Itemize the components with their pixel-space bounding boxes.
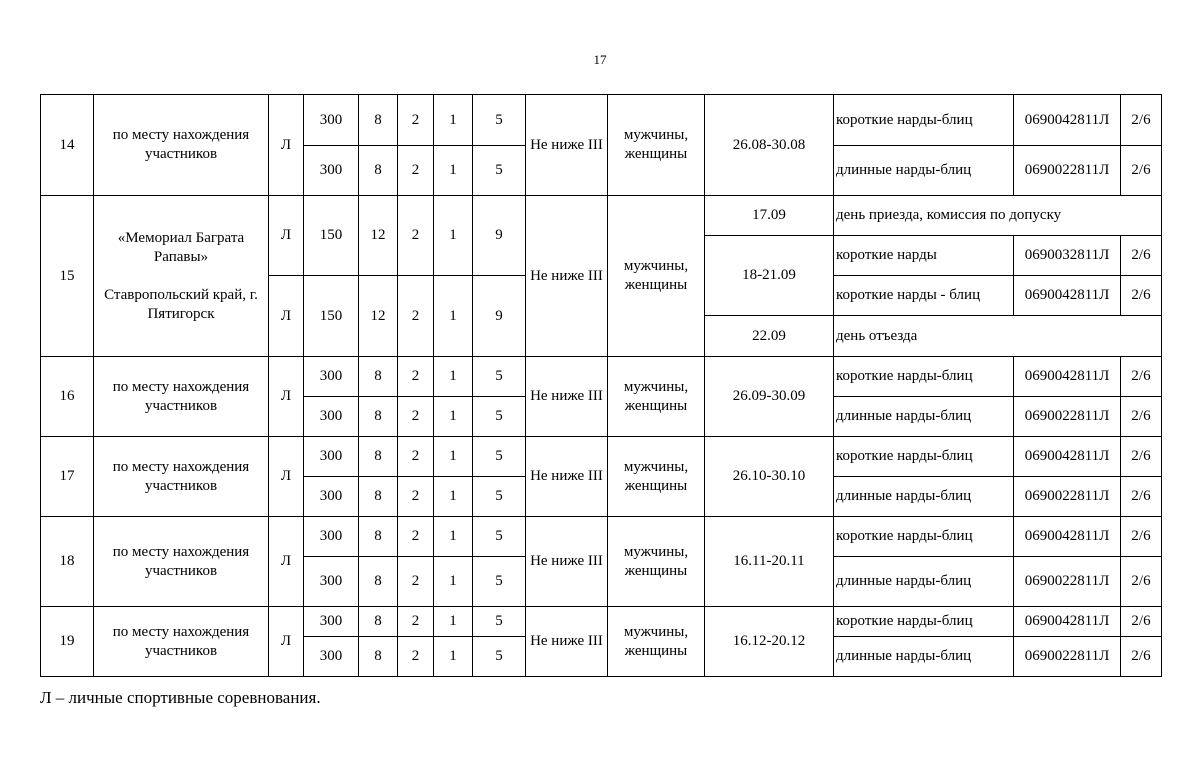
officials-count: 5: [473, 146, 526, 196]
arrival-note: день приезда, комиссия по допуску: [834, 196, 1162, 236]
judges-count: 2: [398, 607, 434, 637]
discipline-name: длинные нарды-блиц: [834, 557, 1014, 607]
judges-count: 2: [398, 477, 434, 517]
event-venue: по месту нахождения участников: [94, 357, 269, 437]
referees-count: 1: [434, 607, 473, 637]
officials-count: 5: [473, 517, 526, 557]
discipline-code: 0690022811Л: [1014, 477, 1121, 517]
event-dates: 26.10-30.10: [705, 437, 834, 517]
age-group: 2/6: [1121, 437, 1162, 477]
event-type: Л: [269, 276, 304, 357]
participants-count: 300: [304, 437, 359, 477]
event-type: Л: [269, 437, 304, 517]
event-title: «Мемориал Баграта Рапавы»: [117, 229, 245, 265]
judges-count: 2: [398, 95, 434, 146]
officials-count: 9: [473, 196, 526, 276]
discipline-code: 0690042811Л: [1014, 357, 1121, 397]
judges-count: 2: [398, 276, 434, 357]
event-number: 19: [41, 607, 94, 677]
rounds-count: 8: [359, 146, 398, 196]
rounds-count: 8: [359, 95, 398, 146]
discipline-code: 0690032811Л: [1014, 236, 1121, 276]
age-group: 2/6: [1121, 276, 1162, 316]
discipline-name: короткие нарды: [834, 236, 1014, 276]
referees-count: 1: [434, 146, 473, 196]
event-venue: по месту нахождения участников: [94, 517, 269, 607]
age-group: 2/6: [1121, 517, 1162, 557]
event-gender: мужчины, женщины: [608, 607, 705, 677]
page-number: 17: [593, 52, 607, 67]
participants-count: 300: [304, 95, 359, 146]
event-venue: [94, 196, 269, 357]
event-rank: Не ниже III: [526, 357, 608, 437]
referees-count: 1: [434, 397, 473, 437]
event-type: Л: [269, 196, 304, 276]
age-group: 2/6: [1121, 637, 1162, 677]
event-gender: мужчины, женщины: [608, 517, 705, 607]
event-location: Ставропольский край, г. Пятигорск: [104, 286, 258, 322]
rounds-count: 12: [359, 196, 398, 276]
participants-count: 300: [304, 607, 359, 637]
officials-count: 9: [473, 276, 526, 357]
discipline-code: 0690022811Л: [1014, 637, 1121, 677]
discipline-name: длинные нарды-блиц: [834, 397, 1014, 437]
officials-count: 5: [473, 557, 526, 607]
referees-count: 1: [434, 477, 473, 517]
event-dates: 26.08-30.08: [705, 95, 834, 196]
discipline-name: короткие нарды-блиц: [834, 357, 1014, 397]
table-row: [41, 357, 1162, 397]
referees-count: 1: [434, 276, 473, 357]
schedule-table: [40, 94, 1162, 677]
departure-date: 22.09: [705, 316, 834, 357]
discipline-name: длинные нарды-блиц: [834, 146, 1014, 196]
age-group: 2/6: [1121, 397, 1162, 437]
footnote: Л – личные спортивные соревнования.: [40, 688, 321, 707]
participants-count: 300: [304, 477, 359, 517]
event-dates: 18-21.09: [705, 236, 834, 316]
arrival-date: 17.09: [705, 196, 834, 236]
rounds-count: 12: [359, 276, 398, 357]
departure-note: день отъезда: [834, 316, 1162, 357]
event-rank: Не ниже III: [526, 437, 608, 517]
discipline-name: длинные нарды-блиц: [834, 477, 1014, 517]
discipline-code: 0690042811Л: [1014, 95, 1121, 146]
discipline-code: 0690042811Л: [1014, 276, 1121, 316]
table-row: [41, 437, 1162, 477]
event-rank: [526, 196, 608, 357]
event-rank: Не ниже III: [526, 95, 608, 196]
participants-count: 150: [304, 276, 359, 357]
event-number: 16: [41, 357, 94, 437]
discipline-code: 0690042811Л: [1014, 517, 1121, 557]
event-venue: по месту нахождения участников: [94, 607, 269, 677]
judges-count: 2: [398, 437, 434, 477]
event-number: 17: [41, 437, 94, 517]
rounds-count: 8: [359, 557, 398, 607]
discipline-name: короткие нарды-блиц: [834, 95, 1014, 146]
table-row: [41, 95, 1162, 146]
event-type: Л: [269, 517, 304, 607]
referees-count: 1: [434, 196, 473, 276]
age-group: 2/6: [1121, 146, 1162, 196]
discipline-name: короткие нарды - блиц: [834, 276, 1014, 316]
discipline-code: 0690022811Л: [1014, 397, 1121, 437]
officials-count: 5: [473, 637, 526, 677]
age-group: 2/6: [1121, 557, 1162, 607]
discipline-code: 0690022811Л: [1014, 557, 1121, 607]
event-number: 14: [41, 95, 94, 196]
officials-count: 5: [473, 607, 526, 637]
discipline-code: 0690022811Л: [1014, 146, 1121, 196]
participants-count: 300: [304, 517, 359, 557]
referees-count: 1: [434, 437, 473, 477]
age-group: 2/6: [1121, 236, 1162, 276]
event-type: Л: [269, 95, 304, 196]
referees-count: 1: [434, 517, 473, 557]
event-dates: 26.09-30.09: [705, 357, 834, 437]
table-row: [41, 196, 1162, 236]
rounds-count: 8: [359, 357, 398, 397]
event-number: 15: [41, 196, 94, 357]
participants-count: 300: [304, 146, 359, 196]
participants-count: 300: [304, 397, 359, 437]
judges-count: 2: [398, 517, 434, 557]
discipline-code: 0690042811Л: [1014, 607, 1121, 637]
discipline-code: 0690042811Л: [1014, 437, 1121, 477]
referees-count: 1: [434, 357, 473, 397]
rounds-count: 8: [359, 397, 398, 437]
referees-count: 1: [434, 557, 473, 607]
event-venue: по месту нахождения участников: [94, 437, 269, 517]
discipline-name: короткие нарды-блиц: [834, 607, 1014, 637]
rounds-count: 8: [359, 477, 398, 517]
rounds-count: 8: [359, 637, 398, 677]
officials-count: 5: [473, 397, 526, 437]
discipline-name: длинные нарды-блиц: [834, 637, 1014, 677]
officials-count: 5: [473, 477, 526, 517]
event-venue: по месту нахождения участников: [94, 95, 269, 196]
judges-count: 2: [398, 357, 434, 397]
rounds-count: 8: [359, 607, 398, 637]
event-gender: мужчины, женщины: [608, 437, 705, 517]
event-dates: 16.12-20.12: [705, 607, 834, 677]
event-gender: мужчины, женщины: [608, 357, 705, 437]
discipline-name: короткие нарды-блиц: [834, 517, 1014, 557]
event-gender: мужчины, женщины: [608, 196, 705, 357]
age-group: 2/6: [1121, 477, 1162, 517]
officials-count: 5: [473, 95, 526, 146]
judges-count: 2: [398, 146, 434, 196]
table-row: [41, 607, 1162, 637]
participants-count: 300: [304, 637, 359, 677]
discipline-name: короткие нарды-блиц: [834, 437, 1014, 477]
event-type: Л: [269, 607, 304, 677]
rounds-count: 8: [359, 437, 398, 477]
event-gender: мужчины, женщины: [608, 95, 705, 196]
rounds-count: 8: [359, 517, 398, 557]
participants-count: 300: [304, 557, 359, 607]
officials-count: 5: [473, 437, 526, 477]
event-rank: Не ниже III: [526, 607, 608, 677]
event-number: 18: [41, 517, 94, 607]
rank-line: Не ниже III: [530, 267, 603, 284]
judges-count: 2: [398, 557, 434, 607]
officials-count: 5: [473, 357, 526, 397]
event-rank: Не ниже III: [526, 517, 608, 607]
age-group: 2/6: [1121, 607, 1162, 637]
judges-count: 2: [398, 196, 434, 276]
participants-count: 150: [304, 196, 359, 276]
event-dates: 16.11-20.11: [705, 517, 834, 607]
referees-count: 1: [434, 95, 473, 146]
judges-count: 2: [398, 637, 434, 677]
age-group: 2/6: [1121, 357, 1162, 397]
age-group: 2/6: [1121, 95, 1162, 146]
table-row: [41, 517, 1162, 557]
judges-count: 2: [398, 397, 434, 437]
referees-count: 1: [434, 637, 473, 677]
event-type: Л: [269, 357, 304, 437]
participants-count: 300: [304, 357, 359, 397]
